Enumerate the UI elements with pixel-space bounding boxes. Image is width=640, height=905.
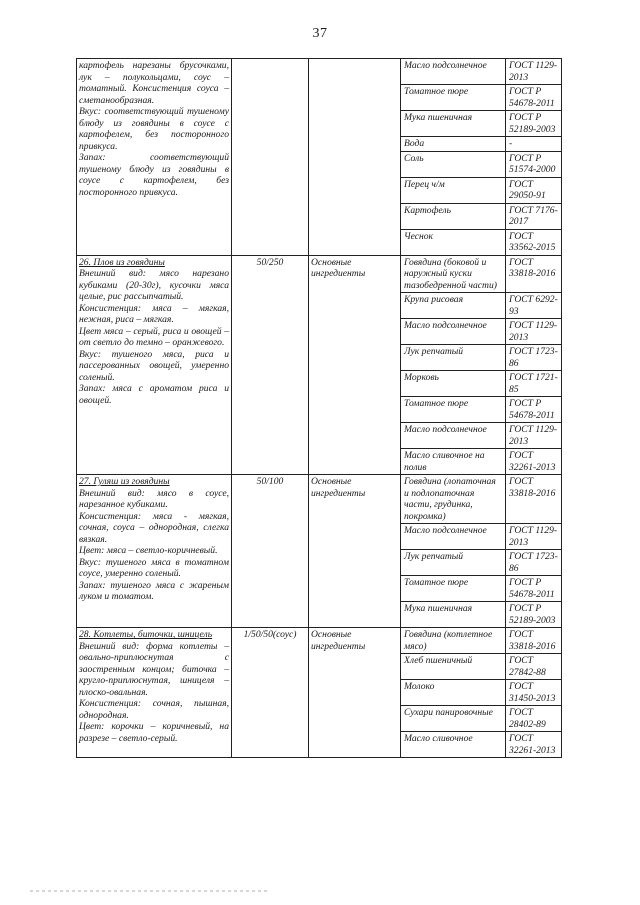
ingredient-gost: ГОСТ 6292-93 (506, 293, 562, 319)
ingredient-row (401, 256, 561, 293)
dish-output: 50/100 (232, 475, 309, 628)
dish-output: 50/250 (232, 255, 309, 475)
ingredient-name: Томатное пюре (401, 85, 506, 111)
dish-description-line: Запах: соответствующий тушеному блюду из говядины в соусе с картофелем, без посторонного привкуса. (79, 152, 229, 198)
ingredient-row (401, 680, 561, 706)
dish-description-line: картофель нарезаны брусочками, лук – полукольцами, соус – томатный. Консистенция соуса – сметанообразная. (79, 60, 229, 106)
dish-description-line: Консистенция: мяса – мягкая, нежная, риса – мягкая. (79, 302, 229, 325)
dish-description-cell (77, 255, 232, 475)
ingredient-name: Сухари панировочные (401, 706, 506, 732)
ingredient-gost: ГОСТ Р 52189-2003 (509, 603, 556, 626)
ingredient-kind: Основные ингредиенты (309, 628, 401, 758)
ingredient-name: Молоко (401, 680, 506, 706)
ingredient-row (401, 475, 561, 524)
ingredient-name: Томатное пюре (401, 576, 506, 602)
ingredient-gost: ГОСТ Р 54678-2011 (506, 397, 562, 423)
ingredient-row (401, 524, 561, 550)
ingredient-name: Картофель (401, 203, 506, 229)
dish-output: 1/50/50(соус) (232, 628, 309, 758)
ingredient-row (401, 371, 561, 397)
dish-description-line: Консистенция: мяса - мягкая, сочная, соуса – однородная, слегка вязкая. (79, 510, 229, 545)
dish-row (77, 628, 562, 758)
dish-title: 26. Плов из говядины (79, 256, 165, 268)
ingredient-row (401, 706, 561, 732)
ingredient-gost: ГОСТ 33818-2016 (506, 628, 562, 654)
dish-title: 27. Гуляш из говядины (79, 476, 170, 487)
ingredient-gost: ГОСТ 31450-2013 (506, 680, 562, 706)
dish-description-cell (77, 628, 232, 758)
ingredient-row (401, 151, 561, 177)
scan-artifact (30, 890, 270, 892)
ingredient-gost: ГОСТ 29050-91 (506, 177, 562, 203)
dish-description-line: Вкус: тушеного мяса, риса и пассерованных овощей, умеренно соленый. (79, 348, 229, 383)
ingredient-name: Масло сливочное на полив (401, 449, 506, 475)
ingredient-name: Морковь (401, 371, 506, 397)
ingredients-table (401, 475, 561, 627)
dish-row (77, 59, 562, 256)
ingredients-cell (401, 59, 562, 256)
ingredient-row (401, 550, 561, 576)
ingredients-table (401, 59, 561, 255)
ingredient-gost: ГОСТ Р 54678-2011 (506, 85, 562, 111)
dish-description-line: Запах: мяса с ароматом риса и овощей. (79, 383, 229, 406)
ingredient-gost: ГОСТ 28402-89 (506, 706, 562, 732)
ingredient-gost: ГОСТ 1129-2013 (506, 319, 562, 345)
ingredient-row (401, 203, 561, 229)
recipes-table (76, 58, 562, 758)
ingredient-gost: ГОСТ 1129-2013 (506, 59, 562, 85)
ingredient-name: Говядина (боковой и наружный куски тазобедренной части) (401, 256, 506, 293)
ingredient-row (401, 449, 561, 475)
ingredient-name: Лук репчатый (401, 550, 506, 576)
ingredient-gost: ГОСТ 27842-88 (506, 654, 562, 680)
ingredient-gost: ГОСТ 32261-2013 (509, 450, 556, 473)
dish-description-line: Внешний вид: форма котлеты – овально-приплюснутая с заостренным концом; биточка – кругло-приплюснутая, шницеля – плоско-овальная. (79, 640, 229, 698)
ingredient-gost: ГОСТ Р 51574-2000 (506, 151, 562, 177)
ingredient-name: Масло подсолнечное (401, 524, 506, 550)
dish-description-line: Консистенция: сочная, пышная, однородная. (79, 698, 229, 721)
ingredient-name: Крупа рисовая (401, 293, 506, 319)
ingredient-row (401, 137, 561, 152)
ingredient-row (401, 423, 561, 449)
ingredient-kind: Основные ингредиенты (309, 255, 401, 475)
ingredients-cell (401, 475, 562, 628)
ingredient-gost: - (506, 137, 562, 152)
ingredient-row (401, 111, 561, 137)
ingredient-gost: ГОСТ 33818-2016 (506, 475, 562, 524)
ingredient-name: Масло сливочное (401, 732, 506, 758)
ingredient-name: Мука пшеничная (401, 111, 506, 137)
dish-description-line: Цвет мяса – серый, риса и овощей – от светло до темно – оранжевого. (79, 325, 229, 348)
ingredient-name: Лук репчатый (401, 345, 506, 371)
ingredient-row (401, 654, 561, 680)
dish-row (77, 255, 562, 475)
ingredient-name: Хлеб пшеничный (401, 654, 506, 680)
dish-row (77, 475, 562, 628)
ingredient-row (401, 319, 561, 345)
ingredients-table (401, 628, 561, 757)
ingredient-name: Томатное пюре (401, 397, 506, 423)
ingredient-gost: ГОСТ 1721-85 (506, 371, 562, 397)
dish-description-cell (77, 59, 232, 256)
ingredient-row (401, 345, 561, 371)
ingredient-name: Мука пшеничная (401, 602, 506, 628)
ingredient-name: Соль (401, 151, 506, 177)
dish-description-line: Цвет: корочки – коричневый, на разрезе – светло-серый. (79, 721, 229, 744)
dish-description-line: Внешний вид: мясо в соусе, нарезанное кубиками. (79, 487, 229, 510)
ingredient-name: Говядина (лопаточная и подлопаточная части, грудинка, покромка) (401, 475, 506, 524)
dish-description-line: Запах: тушеного мяса с жареным луком и томатом. (79, 579, 229, 602)
ingredient-name: Масло подсолнечное (401, 423, 506, 449)
ingredient-gost: ГОСТ 32261-2013 (509, 733, 556, 756)
dish-title: 28. Котлеты, биточки, шницель (79, 629, 213, 640)
ingredient-gost: ГОСТ 1129-2013 (506, 423, 562, 449)
ingredients-cell (401, 628, 562, 758)
ingredient-name: Масло подсолнечное (401, 319, 506, 345)
dish-description-line: Внешний вид: мясо нарезано кубиками (20-30г), кусочки мяса целые, рис рассыпчатый. (79, 268, 229, 302)
ingredient-row (401, 397, 561, 423)
ingredient-gost: ГОСТ 33562-2015 (509, 230, 556, 253)
ingredient-name: Вода (401, 137, 506, 152)
dish-output (232, 59, 309, 256)
ingredient-row (401, 602, 561, 628)
dish-description-cell (77, 475, 232, 628)
ingredient-row (401, 628, 561, 654)
ingredient-name: Перец ч/м (401, 177, 506, 203)
ingredient-row (401, 177, 561, 203)
ingredient-name: Чеснок (401, 229, 506, 255)
ingredient-kind (309, 59, 401, 256)
ingredient-gost: ГОСТ Р 54678-2011 (506, 576, 562, 602)
ingredient-gost: ГОСТ Р 52189-2003 (506, 111, 562, 137)
ingredients-table (401, 256, 561, 475)
ingredient-row (401, 576, 561, 602)
dish-description-line: Цвет: мяса – светло-коричневый. (79, 545, 218, 556)
ingredient-row (401, 293, 561, 319)
ingredient-name: Говядина (котлетное мясо) (401, 628, 506, 654)
ingredient-row (401, 229, 561, 255)
ingredient-gost: ГОСТ 1129-2013 (506, 524, 562, 550)
ingredient-gost: ГОСТ 33818-2016 (506, 256, 562, 293)
ingredient-row (401, 59, 561, 85)
ingredient-kind: Основные ингредиенты (309, 475, 401, 628)
ingredients-cell (401, 255, 562, 475)
ingredient-row (401, 732, 561, 758)
dish-description-line: Вкус: соответствующий тушеному блюду из говядины в соусе с картофелем, без посторонного привкуса. (79, 106, 229, 152)
ingredient-gost: ГОСТ 1723-86 (506, 550, 562, 576)
ingredient-row (401, 85, 561, 111)
ingredient-gost: ГОСТ 7176-2017 (506, 203, 562, 229)
ingredient-gost: ГОСТ 1723-86 (506, 345, 562, 371)
dish-description-line: Вкус: тушеного мяса в томатном соусе, умеренно соленый. (79, 556, 229, 579)
page-number: 37 (312, 26, 328, 41)
ingredient-name: Масло подсолнечное (401, 59, 506, 85)
